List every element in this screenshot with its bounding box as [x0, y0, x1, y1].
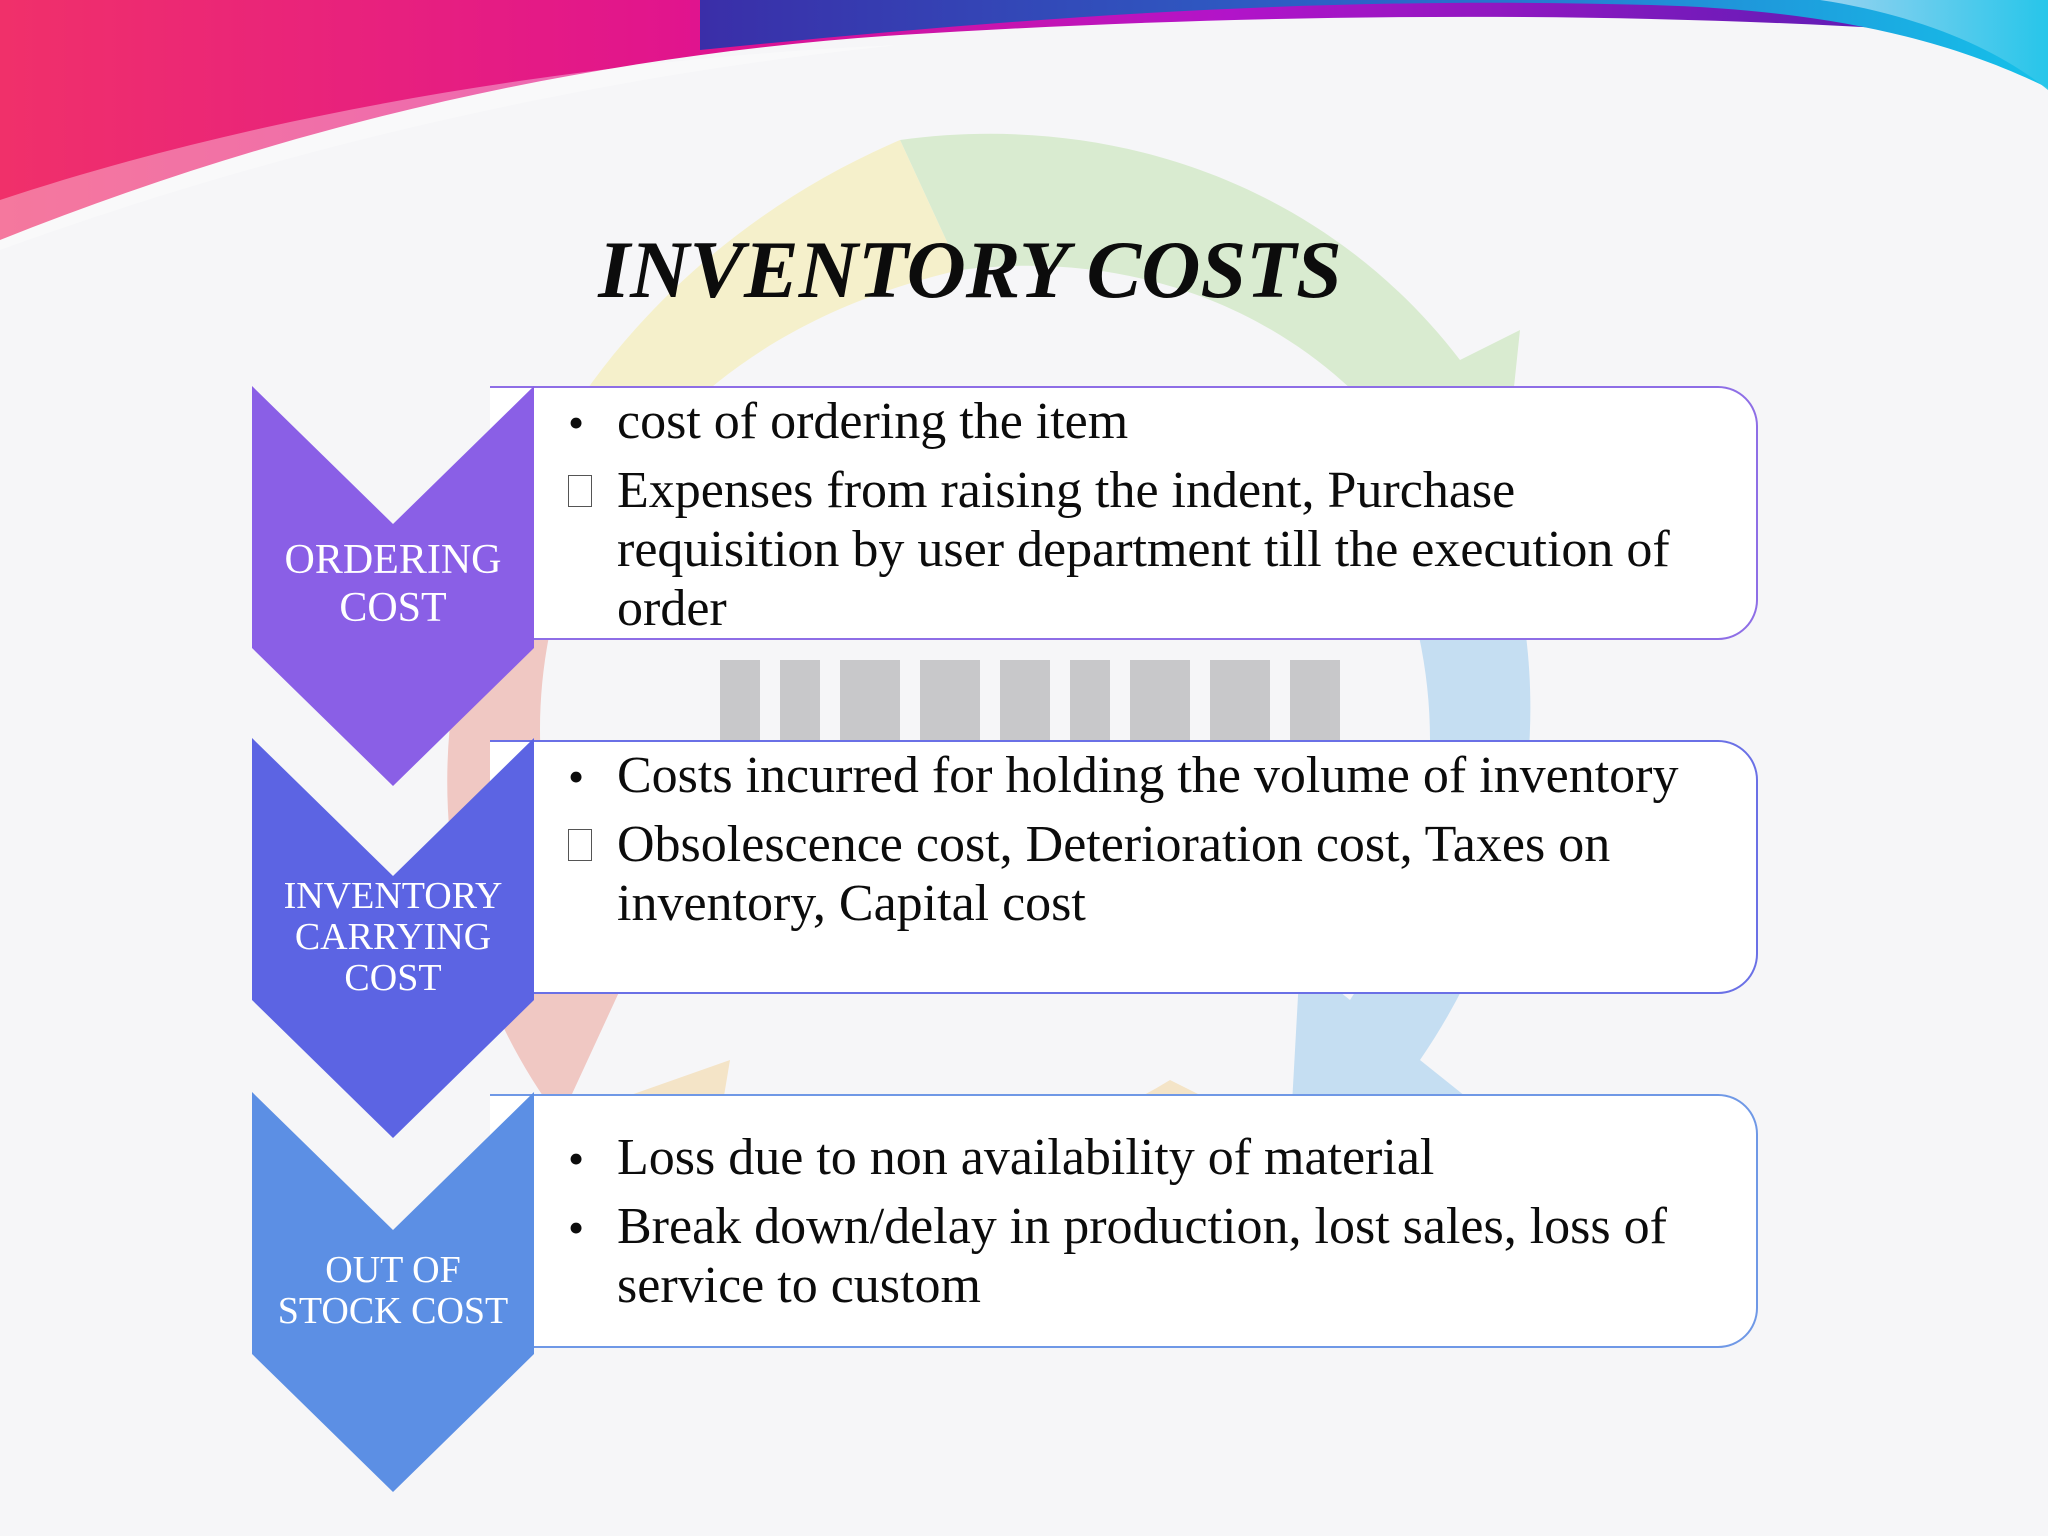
carrying-cost-bullets	[560, 746, 1740, 943]
ordering-cost-label	[252, 536, 534, 632]
bullet-text: Obsolescence cost, Deterioration cost, Taxes on inventory, Capital cost	[617, 816, 1611, 932]
bullet-text: Loss due to non availability of material	[617, 1129, 1435, 1186]
bullet-text: cost of ordering the item	[617, 393, 1129, 450]
bullet-item	[560, 746, 1740, 805]
bullet-item	[560, 392, 1740, 451]
bullet-item	[560, 461, 1740, 638]
label-line: COST	[344, 957, 442, 999]
label-line: CARRYING	[294, 916, 492, 958]
label-line: COST	[339, 585, 447, 631]
out-of-stock-cost-label	[252, 1250, 534, 1332]
label-line: ORDERING	[284, 537, 502, 583]
bullet-text: Expenses from raising the indent, Purchase requisition by user department till the execution of order	[617, 462, 1670, 637]
bullet-dot-icon	[560, 1197, 600, 1257]
label-line: INVENTORY	[283, 875, 503, 917]
label-line: STOCK COST	[277, 1290, 509, 1332]
ordering-cost-bullets	[560, 392, 1740, 648]
carrying-cost-label	[252, 876, 534, 999]
bullet-text: Break down/delay in production, lost sales, loss of service to custom	[617, 1198, 1667, 1314]
bullet-dot-icon	[560, 392, 600, 452]
bullet-text: Costs incurred for holding the volume of inventory	[617, 747, 1679, 804]
slide-title: INVENTORY COSTS	[598, 223, 1342, 315]
bullet-dot-icon	[560, 1128, 600, 1188]
label-line: OUT OF	[325, 1249, 461, 1291]
bullet-item	[560, 815, 1740, 933]
bullet-item	[560, 1197, 1740, 1315]
bullet-item	[560, 1128, 1740, 1187]
out-of-stock-cost-bullets	[560, 1128, 1740, 1325]
bullet-dot-icon	[560, 746, 600, 806]
